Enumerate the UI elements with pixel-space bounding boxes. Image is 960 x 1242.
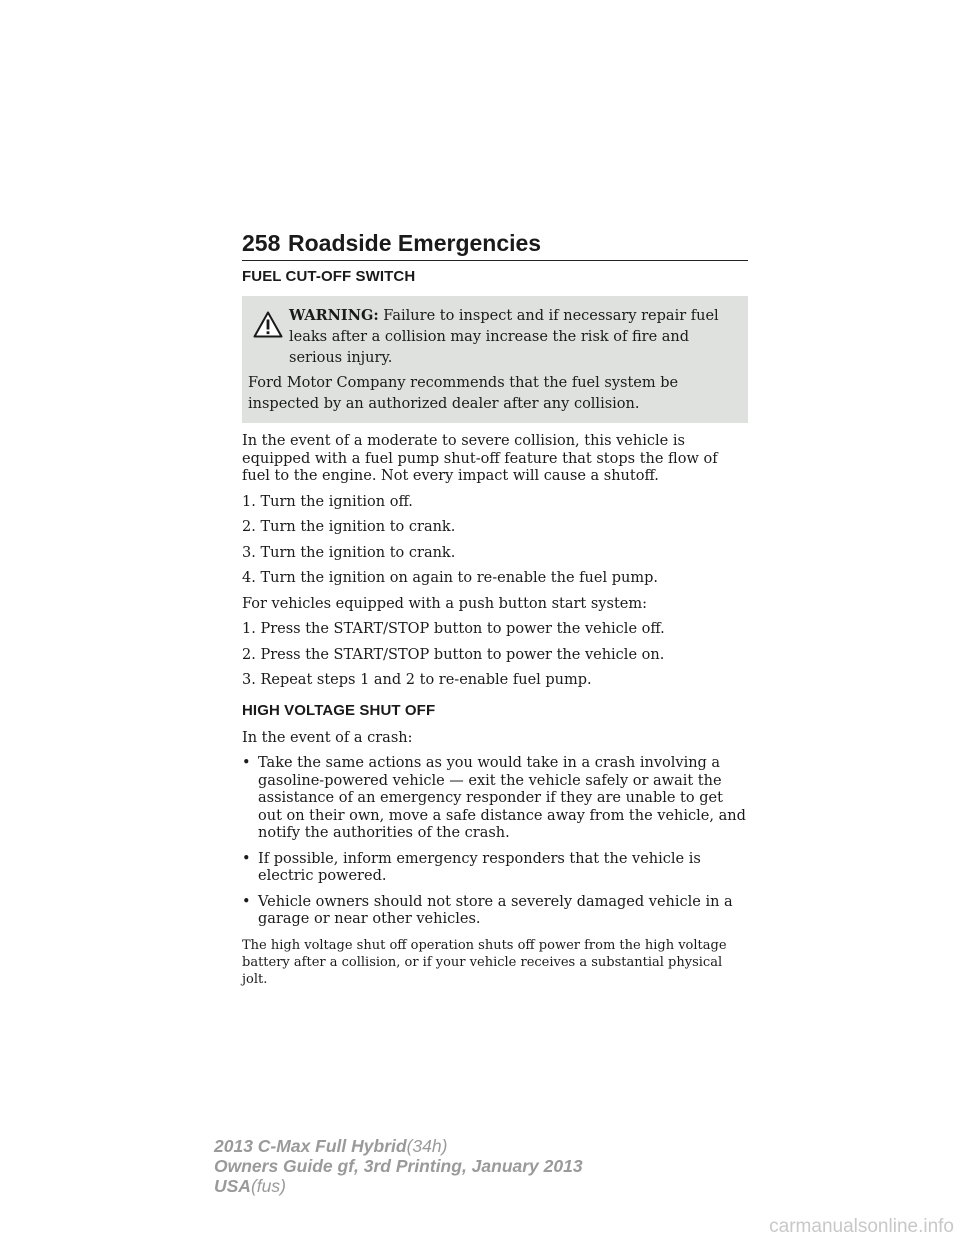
footer-market-code: (fus)	[250, 1176, 286, 1196]
warning-box	[242, 296, 748, 423]
bullet-item	[242, 755, 748, 843]
bullet-item	[242, 851, 748, 886]
bullet-item	[242, 894, 748, 929]
footer-printing: Owners Guide gf, 3rd Printing, January 2013	[214, 1156, 583, 1176]
page-header	[242, 230, 748, 261]
high-voltage-closing: The high voltage shut off operation shuts off power from the high voltage battery after a collision, or if your vehicle receives a substantial physical jolt.	[242, 937, 727, 987]
bullet-dot: •	[242, 755, 251, 771]
warning-text: Failure to inspect and if necessary repair fuel leaks after a collision may increase the risk of fire and serious injury.	[289, 308, 719, 366]
bullet-dot: •	[242, 850, 251, 867]
warning-body: Ford Motor Company recommends that the fuel system be inspected by an authorized dealer after any collision.	[248, 375, 679, 412]
bullet-dot: •	[242, 893, 251, 910]
footer-model: 2013 C-Max Full Hybrid	[214, 1136, 407, 1156]
step-item: 3. Turn the ignition to crank.	[242, 544, 456, 561]
footer-market: USA	[214, 1176, 251, 1196]
high-voltage-heading: HIGH VOLTAGE SHUT OFF	[242, 701, 436, 719]
warning-label: WARNING:	[289, 307, 379, 324]
push-button-step: 2. Press the START/STOP button to power the vehicle on.	[242, 646, 665, 663]
fuel-cutoff-heading: FUEL CUT-OFF SWITCH	[242, 268, 416, 285]
warning-triangle-icon	[253, 311, 283, 338]
fuel-cutoff-intro: In the event of a moderate to severe collision, this vehicle is equipped with a fuel pump shut-off feature that stops the flow of fuel to the engine. Not every impact will cause a shutoff.	[242, 433, 718, 484]
section-title: Roadside Emergencies	[288, 230, 542, 256]
high-voltage-bullets	[242, 755, 748, 929]
bullet-text: If possible, inform emergency responders that the vehicle is electric powered.	[258, 850, 701, 884]
push-button-step: 1. Press the START/STOP button to power the vehicle off.	[242, 621, 665, 637]
bullet-text: Take the same actions as you would take in a crash involving a gasoline-powered vehicle — exit the vehicle safely or await the assistance of an emergency responder if they are unable to get out on their own, move a safe distance away from the vehicle, and notify the authorities of the crash.	[258, 755, 746, 841]
page-number: 258	[242, 230, 281, 256]
footer-model-code: (34h)	[406, 1136, 448, 1156]
push-button-step: 3. Repeat steps 1 and 2 to re-enable fuel pump.	[242, 672, 592, 688]
step-item: 1. Turn the ignition off.	[242, 493, 413, 510]
bullet-text: Vehicle owners should not store a severely damaged vehicle in a garage or near other vehicles.	[258, 893, 733, 927]
push-button-intro: For vehicles equipped with a push button start system:	[242, 595, 647, 612]
watermark: carmanualsonline.info	[769, 1216, 954, 1237]
high-voltage-intro: In the event of a crash:	[242, 729, 413, 746]
step-item: 2. Turn the ignition to crank.	[242, 519, 456, 535]
document-footer	[214, 1136, 583, 1196]
page-content	[242, 268, 748, 996]
step-item: 4. Turn the ignition on again to re-enable the fuel pump.	[242, 570, 658, 586]
